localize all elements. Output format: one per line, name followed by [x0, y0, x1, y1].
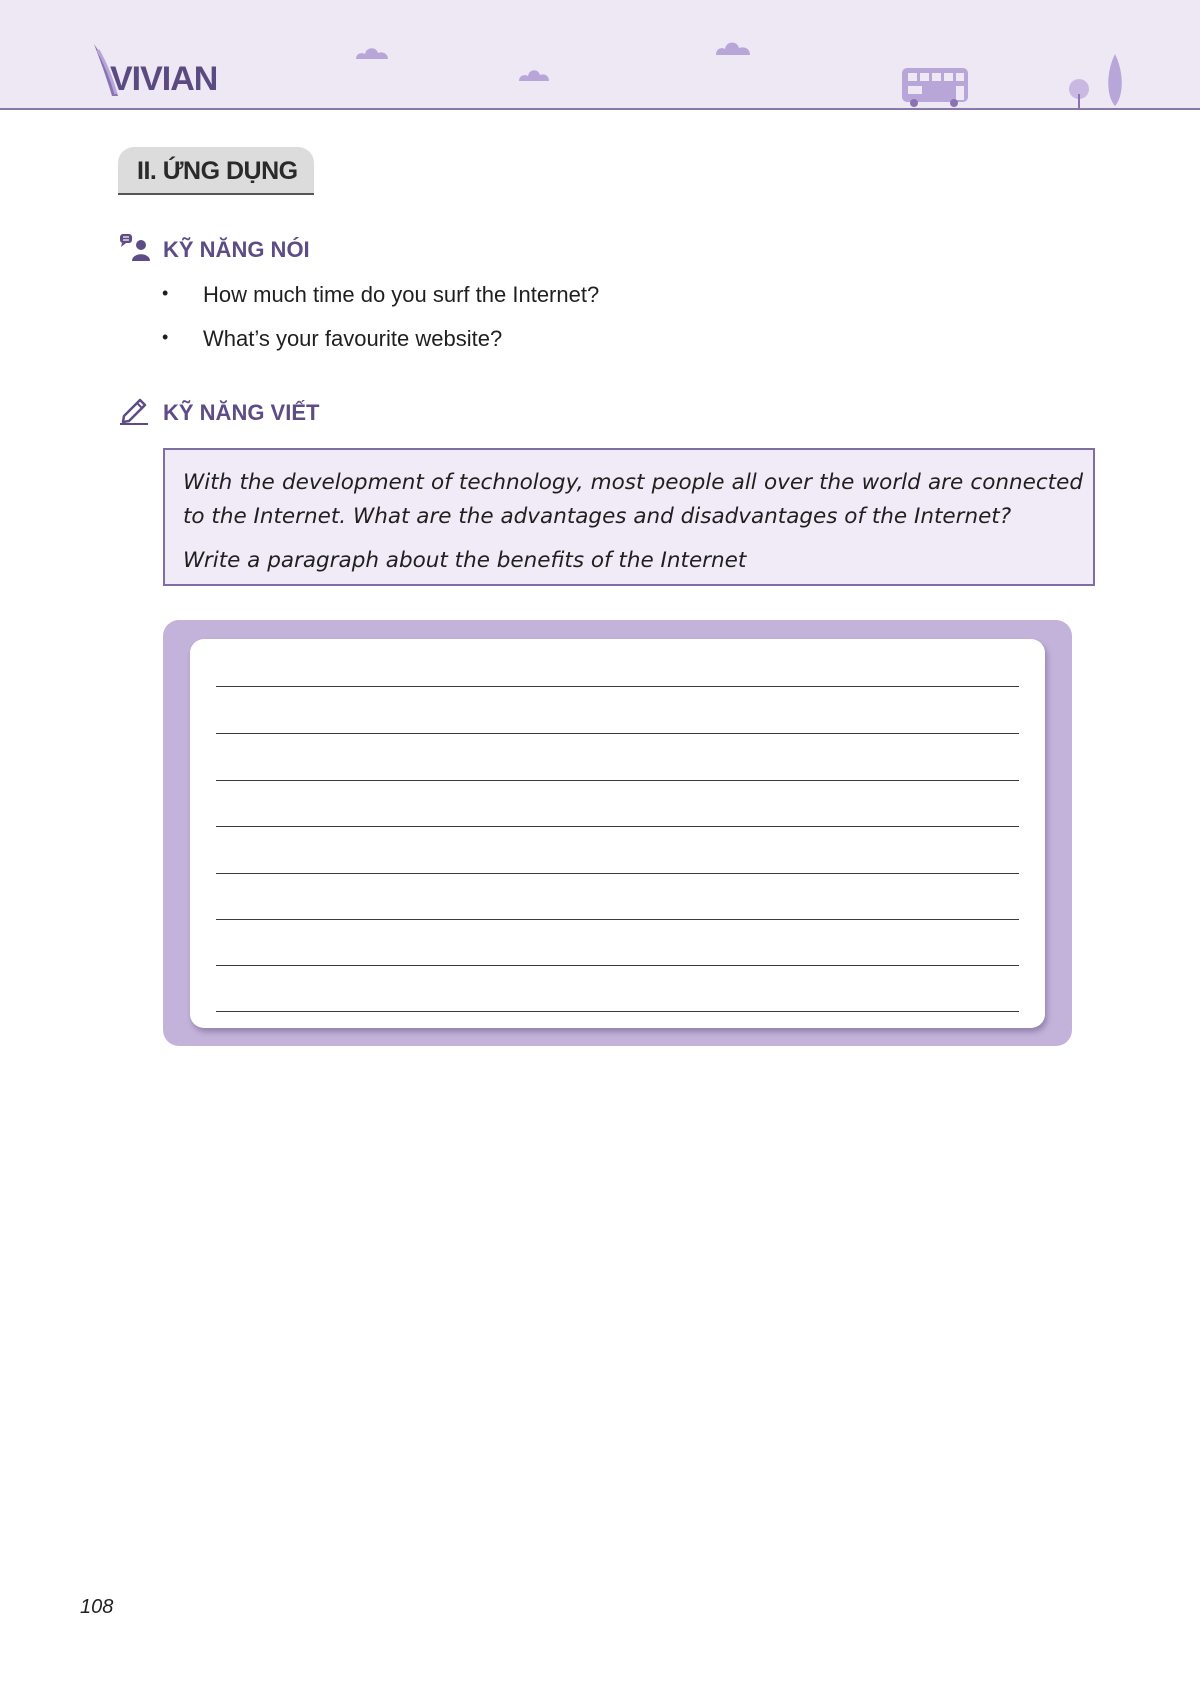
- pencil-icon: [118, 396, 150, 426]
- writing-heading: [118, 396, 418, 430]
- cloud-icon: [516, 64, 552, 82]
- section-badge: [118, 147, 314, 195]
- section-title: II. ỨNG DỤNG: [137, 157, 298, 185]
- answer-line[interactable]: [216, 686, 1019, 687]
- cloud-icon: [712, 36, 754, 56]
- speaking-question: How much time do you surf the Internet?: [203, 282, 600, 307]
- page-header: [0, 0, 1200, 110]
- answer-card[interactable]: [190, 639, 1045, 1028]
- tree-icon: [1104, 52, 1126, 108]
- prompt-paragraph: With the development of technology, most people all over the world are connected to the Internet. What are the advantages and disadvantages of the Internet?: [183, 470, 1083, 529]
- answer-line[interactable]: [216, 919, 1019, 920]
- prompt-task: Write a paragraph about the benefits of the Internet: [183, 548, 747, 573]
- speaker-person-icon: [118, 233, 152, 263]
- answer-line[interactable]: [216, 1011, 1019, 1012]
- bullet-icon: •: [162, 327, 169, 347]
- page-number: 108: [80, 1596, 114, 1618]
- answer-line[interactable]: [216, 780, 1019, 781]
- speaking-question: What’s your favourite website?: [203, 326, 503, 351]
- bus-icon: [900, 66, 970, 108]
- tree-icon: [1066, 78, 1092, 108]
- bullet-icon: •: [162, 283, 169, 303]
- answer-line[interactable]: [216, 873, 1019, 874]
- answer-line[interactable]: [216, 965, 1019, 966]
- writing-prompt-box: [163, 448, 1095, 586]
- writing-heading-label: KỸ NĂNG VIẾT: [163, 400, 320, 425]
- brand-logo-text: VIVIAN: [110, 60, 218, 98]
- answer-line[interactable]: [216, 826, 1019, 827]
- speaking-heading: [118, 233, 418, 267]
- cloud-icon: [352, 42, 392, 60]
- speaking-heading-label: KỸ NĂNG NÓI: [163, 237, 310, 262]
- answer-line[interactable]: [216, 733, 1019, 734]
